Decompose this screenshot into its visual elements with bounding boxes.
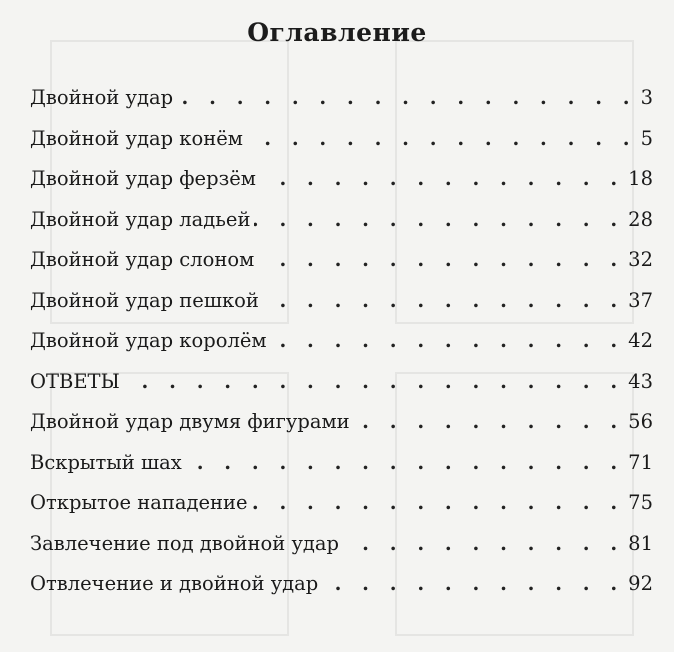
toc-entry-page: 43	[628, 369, 653, 393]
toc-entry-page: 75	[628, 491, 653, 514]
toc-entry	[30, 248, 653, 289]
toc-entry	[30, 127, 653, 168]
toc-entry-label: Двойной удар пешкой	[30, 288, 259, 312]
page-title: Оглавление	[247, 18, 427, 47]
toc-entry-label: Двойной удар ладьей	[30, 207, 251, 231]
dot-leader	[254, 208, 624, 231]
toc-entry-label: ОТВЕТЫ	[30, 369, 120, 393]
toc-entry-label: Двойной удар королём	[30, 329, 267, 352]
dot-leader	[186, 451, 624, 474]
toc-entry	[30, 410, 653, 451]
dot-leader	[177, 86, 636, 109]
toc-entry-label: Двойной удар слоном	[30, 248, 255, 271]
toc-entry-label: Двойной удар	[30, 86, 174, 109]
dot-leader	[263, 289, 624, 312]
toc-entry-label: Открытое нападение	[30, 491, 248, 514]
toc-entry-label: Вскрытый шах	[30, 450, 182, 474]
toc-entry-page: 81	[628, 531, 653, 555]
toc-entry-label: Двойной удар двумя фигурами	[30, 410, 350, 433]
dot-leader	[354, 410, 625, 433]
dot-leader	[247, 127, 637, 150]
toc-entry	[30, 289, 653, 330]
toc-entry-page: 32	[628, 248, 653, 271]
toc-entry-page: 18	[628, 167, 653, 190]
dot-leader	[258, 248, 624, 271]
toc-entry	[30, 451, 653, 492]
toc-entry-page: 56	[628, 410, 653, 433]
toc-entry	[30, 572, 653, 613]
toc-entry	[30, 208, 653, 249]
dot-leader	[260, 167, 624, 190]
toc-entry-label: Двойной удар ферзём	[30, 167, 256, 190]
toc-entry	[30, 532, 653, 573]
toc-entry	[30, 329, 653, 370]
dot-leader	[124, 370, 624, 393]
dot-leader	[343, 532, 624, 555]
toc-entry	[30, 491, 653, 532]
toc-entry-page: 5	[640, 126, 653, 150]
toc-entry-page: 28	[628, 207, 653, 231]
toc-entry-page: 42	[628, 329, 653, 352]
toc-entry-page: 37	[628, 288, 653, 312]
toc-entry-label: Двойной удар конём	[30, 126, 243, 150]
toc-entry-page: 71	[628, 450, 653, 474]
toc-entry-label: Завлечение под двойной удар	[30, 531, 340, 555]
dot-leader	[322, 572, 624, 595]
toc-entry-page: 92	[628, 572, 653, 595]
dot-leader	[271, 329, 625, 352]
dot-leader	[252, 491, 625, 514]
toc-entry	[30, 86, 653, 127]
toc-entry	[30, 167, 653, 208]
toc-list	[30, 86, 653, 613]
toc-entry	[30, 370, 653, 411]
toc-entry-label: Отвлечение и двойной удар	[30, 572, 319, 595]
toc-entry-page: 3	[640, 86, 653, 109]
